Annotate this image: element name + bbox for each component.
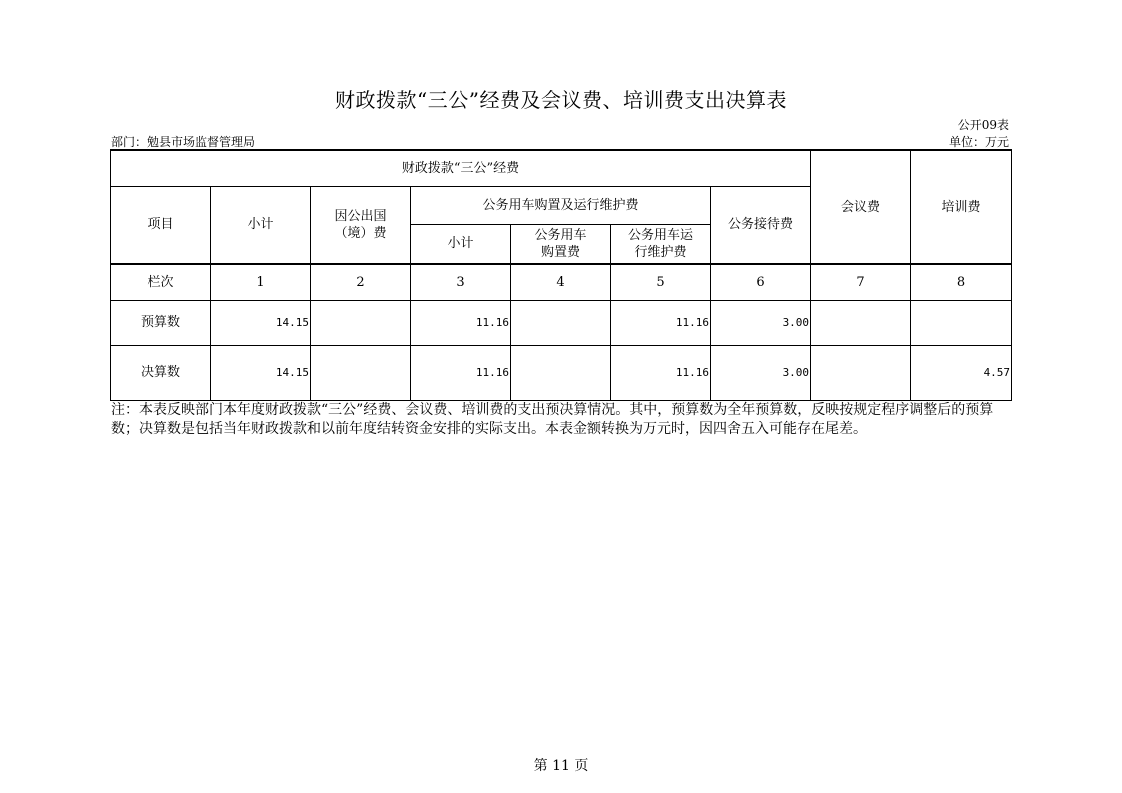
vehicle-operation-text: 公务用车运行维护费 xyxy=(627,227,693,260)
department-label: 部门：勉县市场监督管理局 xyxy=(111,135,256,149)
column-index-label: 栏次 xyxy=(111,264,211,300)
abroad-header xyxy=(311,186,411,264)
column-index-cell: 4 xyxy=(511,264,611,300)
expenditure-table xyxy=(110,149,1012,401)
unit-label: 单位：万元 xyxy=(948,135,1009,149)
column-index-cell: 5 xyxy=(611,264,711,300)
table-row xyxy=(111,300,1012,345)
value-cell: 11.16 xyxy=(411,300,511,345)
subtotal-header: 小计 xyxy=(211,186,311,264)
value-cell xyxy=(511,300,611,345)
value-cell xyxy=(911,300,1012,345)
training-header: 培训费 xyxy=(911,150,1012,264)
table-row xyxy=(111,345,1012,400)
abroad-header-text: 因公出国（境）费 xyxy=(334,208,387,241)
vehicle-subtotal-header: 小计 xyxy=(411,224,511,264)
page-title: 财政拨款“三公”经费及会议费、培训费支出决算表 xyxy=(335,88,787,112)
form-number: 公开09表 xyxy=(957,118,1009,132)
value-cell: 3.00 xyxy=(711,300,811,345)
row-label-budget: 预算数 xyxy=(111,300,211,345)
footnote: 注：本表反映部门本年度财政拨款“三公”经费、会议费、培训费的支出预决算情况。其中，预算数为全年预算数，反映按规定程序调整后的预算数；决算数是包括当年财政拨款和以前年度结转资金安排的实际支出。本表金额转换为万元时，因四舍五入可能存在尾差。 xyxy=(111,402,994,437)
value-cell: 14.15 xyxy=(211,300,311,345)
value-cell xyxy=(311,300,411,345)
vehicle-operation-header xyxy=(611,224,711,264)
vehicle-purchase-header xyxy=(511,224,611,264)
sangong-group-header: 财政拨款“三公”经费 xyxy=(111,150,811,186)
row-label-actual: 决算数 xyxy=(111,345,211,400)
item-header: 项目 xyxy=(111,186,211,264)
value-cell: 3.00 xyxy=(711,345,811,400)
value-cell: 14.15 xyxy=(211,345,311,400)
vehicle-purchase-text: 公务用车购置费 xyxy=(534,227,587,260)
column-index-cell: 8 xyxy=(911,264,1012,300)
column-index-cell: 2 xyxy=(311,264,411,300)
value-cell: 4.57 xyxy=(911,345,1012,400)
column-index-cell: 1 xyxy=(211,264,311,300)
value-cell xyxy=(811,300,911,345)
value-cell: 11.16 xyxy=(611,300,711,345)
value-cell xyxy=(811,345,911,400)
value-cell: 11.16 xyxy=(411,345,511,400)
column-index-cell: 6 xyxy=(711,264,811,300)
reception-header: 公务接待费 xyxy=(711,186,811,264)
value-cell: 11.16 xyxy=(611,345,711,400)
meeting-header: 会议费 xyxy=(811,150,911,264)
column-index-cell: 7 xyxy=(811,264,911,300)
column-index-cell: 3 xyxy=(411,264,511,300)
value-cell xyxy=(511,345,611,400)
vehicle-group-header: 公务用车购置及运行维护费 xyxy=(411,186,711,224)
page-number: 第 11 页 xyxy=(533,758,589,774)
value-cell xyxy=(311,345,411,400)
